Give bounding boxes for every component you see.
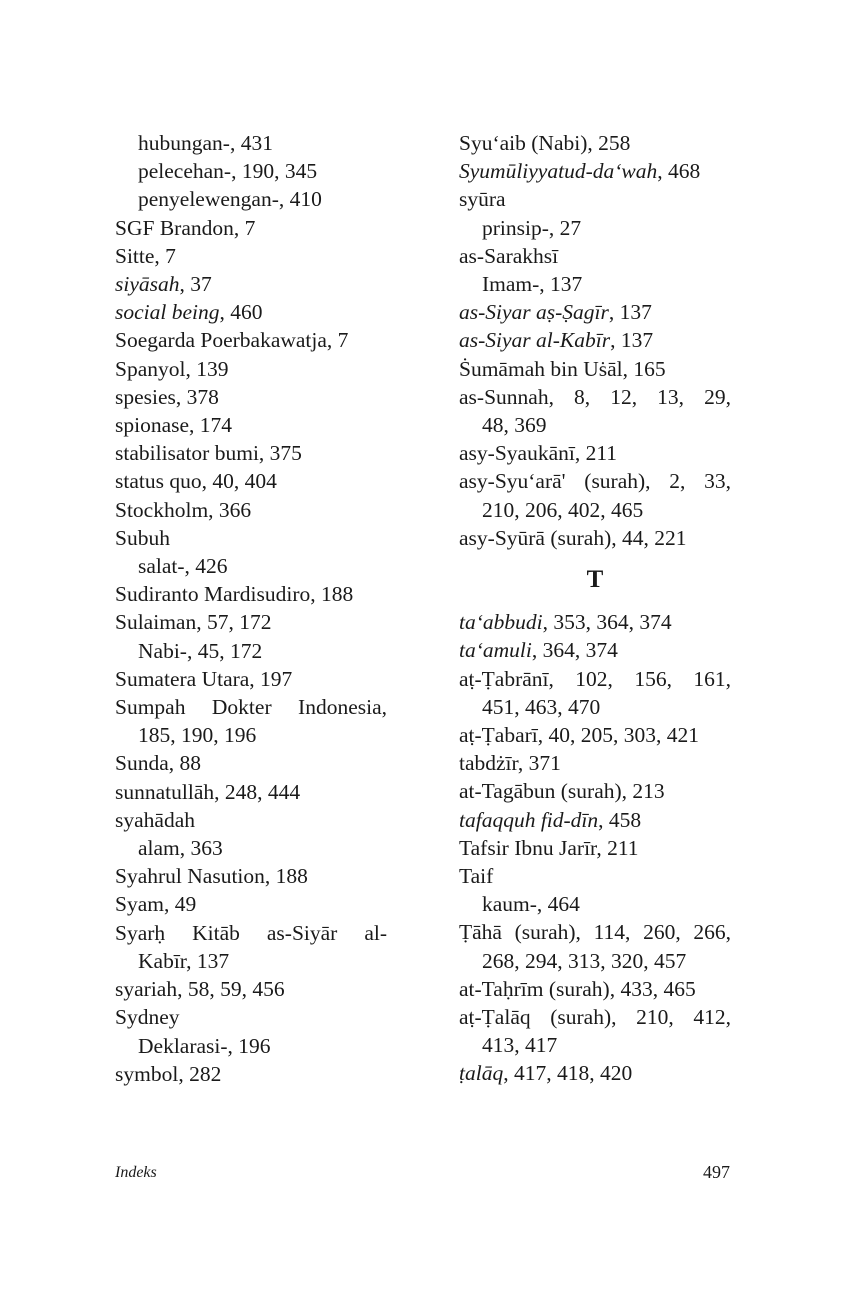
index-entry — [459, 129, 731, 157]
index-entry — [459, 862, 731, 890]
entry-text: syariah, 58, 59, 456 — [115, 977, 285, 1002]
index-entry — [459, 636, 731, 664]
index-entry — [459, 242, 731, 270]
entry-text: 48, 369 — [482, 413, 547, 438]
index-entry — [459, 524, 731, 552]
index-entry — [459, 467, 731, 495]
index-entry — [459, 918, 731, 946]
index-entry — [459, 749, 731, 777]
index-subentry — [115, 552, 387, 580]
index-column-left — [115, 129, 387, 1088]
index-entry — [115, 524, 387, 552]
entry-text: at-Taḥrīm (surah), 433, 465 — [459, 976, 696, 1001]
entry-text: Ṡumāmah bin Uṡāl, 165 — [459, 356, 666, 381]
index-entry — [115, 298, 387, 326]
entry-text: spesies, 378 — [115, 384, 219, 409]
entry-text: Tafsir Ibnu Jarīr, 211 — [459, 835, 639, 860]
entry-text: Spanyol, 139 — [115, 356, 229, 381]
entry-text: as-Sunnah, 8, 12, 13, 29, — [459, 384, 731, 409]
entry-text: , 137 — [608, 300, 652, 325]
entry-text: , 460 — [219, 300, 263, 325]
entry-text: at-Tagābun (surah), 213 — [459, 779, 665, 804]
entry-text: , 137 — [610, 328, 654, 353]
entry-text: Syarḥ Kitāb as-Siyār al- — [115, 920, 387, 945]
entry-text: 268, 294, 313, 320, 457 — [482, 948, 687, 973]
entry-text: aṭ-Ṭabarī, 40, 205, 303, 421 — [459, 723, 700, 748]
entry-text: kaum-, 464 — [482, 892, 580, 917]
entry-term-italic: social being — [115, 300, 220, 325]
entry-text: Sydney — [115, 1005, 180, 1030]
index-entry — [459, 326, 731, 354]
entry-text: syahādah — [115, 807, 195, 832]
page-number: 497 — [703, 1162, 730, 1182]
entry-term-italic: as-Siyar aṣ-Ṣagīr — [459, 300, 609, 325]
entry-text: , 458 — [598, 807, 642, 832]
entry-text: hubungan-, 431 — [138, 131, 273, 155]
index-entry — [115, 439, 387, 467]
index-entry — [115, 919, 387, 947]
entry-text: Imam-, 137 — [482, 272, 583, 297]
entry-text: Sunda, 88 — [115, 751, 201, 776]
index-entry — [459, 665, 731, 693]
index-entry — [115, 496, 387, 524]
entry-text: as-Sarakhsī — [459, 243, 559, 268]
entry-text: Sumpah Dokter Indonesia, — [115, 695, 387, 720]
entry-text: Nabi-, 45, 172 — [138, 638, 263, 663]
index-entry — [115, 975, 387, 1003]
index-entry — [115, 214, 387, 242]
index-entry — [115, 383, 387, 411]
entry-text: , 417, 418, 420 — [503, 1061, 633, 1086]
index-subentry — [459, 693, 731, 721]
section-letter-heading: T — [586, 566, 604, 594]
index-entry — [459, 721, 731, 749]
index-subentry — [115, 834, 387, 862]
entry-text: Syu‘aib (Nabi), 258 — [459, 131, 631, 155]
index-subentry — [115, 947, 387, 975]
entry-text: spionase, 174 — [115, 413, 233, 438]
entry-text: salat-, 426 — [138, 554, 228, 579]
entry-text: , 468 — [657, 159, 701, 184]
index-entry — [115, 862, 387, 890]
entry-text: Soegarda Poerbakawatja, 7 — [115, 328, 349, 353]
entry-term-italic: tafaqquh fid-dīn — [459, 807, 599, 832]
index-subentry — [459, 890, 731, 918]
footer-section-title: Indeks — [115, 1164, 157, 1181]
entry-text: Ṭāhā (surah), 114, 260, 266, — [459, 920, 731, 945]
index-entry — [115, 242, 387, 270]
entry-text: Sudiranto Mardisudiro, 188 — [115, 582, 354, 607]
entry-text: stabilisator bumi, 375 — [115, 441, 302, 466]
index-entry — [459, 1059, 731, 1087]
entry-text: Kabīr, 137 — [138, 948, 230, 973]
entry-text: status quo, 40, 404 — [115, 469, 277, 494]
index-entry — [459, 834, 731, 862]
index-subentry — [459, 411, 731, 439]
index-column-right — [459, 129, 731, 1088]
entry-text: Syam, 49 — [115, 892, 197, 917]
entry-text: penyelewengan-, 410 — [138, 187, 322, 212]
index-subentry — [115, 1032, 387, 1060]
entry-text: sunnatullāh, 248, 444 — [115, 779, 301, 804]
index-entry — [459, 608, 731, 636]
index-entry — [115, 467, 387, 495]
index-entry — [459, 185, 731, 213]
index-entry — [115, 693, 387, 721]
entry-text: 210, 206, 402, 465 — [482, 497, 644, 522]
entry-term-italic: ṭalāq — [459, 1061, 504, 1086]
index-entry — [459, 975, 731, 1003]
entry-text: asy-Syūrā (surah), 44, 221 — [459, 525, 687, 550]
index-entry — [459, 355, 731, 383]
index-entry — [459, 439, 731, 467]
entry-term-italic: ta‘abbudi — [459, 610, 543, 635]
index-subentry — [459, 270, 731, 298]
index-group-t — [459, 608, 731, 1087]
entry-text: prinsip-, 27 — [482, 215, 582, 240]
index-subentry — [459, 496, 731, 524]
entry-text: Deklarasi-, 196 — [138, 1033, 271, 1058]
index-entry — [115, 580, 387, 608]
index-entry — [115, 749, 387, 777]
entry-term-italic: ta‘amuli — [459, 638, 532, 663]
index-entry — [115, 411, 387, 439]
entry-text: Sumatera Utara, 197 — [115, 666, 293, 691]
index-subentry — [115, 185, 387, 213]
index-entry — [115, 355, 387, 383]
index-entry — [115, 890, 387, 918]
index-entry — [115, 608, 387, 636]
index-entry — [459, 1003, 731, 1031]
entry-term-italic: siyāsah — [115, 272, 180, 297]
index-subentry — [115, 129, 387, 157]
entry-text: aṭ-Ṭabrānī, 102, 156, 161, — [459, 666, 731, 691]
entry-text: 413, 417 — [482, 1033, 558, 1058]
entry-text: Syahrul Nasution, 188 — [115, 864, 308, 889]
entry-text: Stockholm, 366 — [115, 497, 252, 522]
index-entry — [115, 326, 387, 354]
entry-text: alam, 363 — [138, 836, 223, 861]
index-entry — [459, 157, 731, 185]
index-entry — [115, 806, 387, 834]
index-subentry — [459, 1031, 731, 1059]
entry-text: aṭ-Ṭalāq (surah), 210, 412, — [459, 1005, 731, 1030]
entry-text: pelecehan-, 190, 345 — [138, 159, 318, 184]
entry-text: SGF Brandon, 7 — [115, 215, 256, 240]
index-subentry — [115, 721, 387, 749]
entry-text: Subuh — [115, 525, 170, 550]
entry-text: asy-Syu‘arā' (surah), 2, 33, — [459, 469, 731, 494]
index-entry — [459, 777, 731, 805]
index-group-s-continued — [459, 129, 731, 552]
index-subentry — [459, 214, 731, 242]
index-entry — [115, 270, 387, 298]
index-subentry — [115, 157, 387, 185]
entry-text: Taif — [459, 864, 494, 889]
entry-text: symbol, 282 — [115, 1061, 222, 1086]
index-entry — [115, 1003, 387, 1031]
index-subentry — [115, 637, 387, 665]
index-entry — [115, 1060, 387, 1088]
entry-text: syūra — [459, 187, 506, 212]
entry-text: , 37 — [179, 272, 212, 297]
entry-term-italic: Syumūliyyatud-da‘wah — [459, 159, 658, 184]
entry-text: Sulaiman, 57, 172 — [115, 610, 272, 635]
index-entry — [459, 383, 731, 411]
index-subentry — [459, 947, 731, 975]
entry-text: asy-Syaukānī, 211 — [459, 441, 618, 466]
index-entry — [115, 665, 387, 693]
entry-term-italic: as-Siyar al-Kabīr — [459, 328, 611, 353]
entry-text: Sitte, 7 — [115, 243, 176, 268]
index-entry — [115, 778, 387, 806]
index-entry — [459, 806, 731, 834]
entry-text: 185, 190, 196 — [138, 723, 257, 748]
entry-text: , 353, 364, 374 — [542, 610, 672, 635]
index-entry — [459, 298, 731, 326]
entry-text: tabdżīr, 371 — [459, 751, 561, 776]
entry-text: 451, 463, 470 — [482, 694, 601, 719]
entry-text: , 364, 374 — [531, 638, 618, 663]
